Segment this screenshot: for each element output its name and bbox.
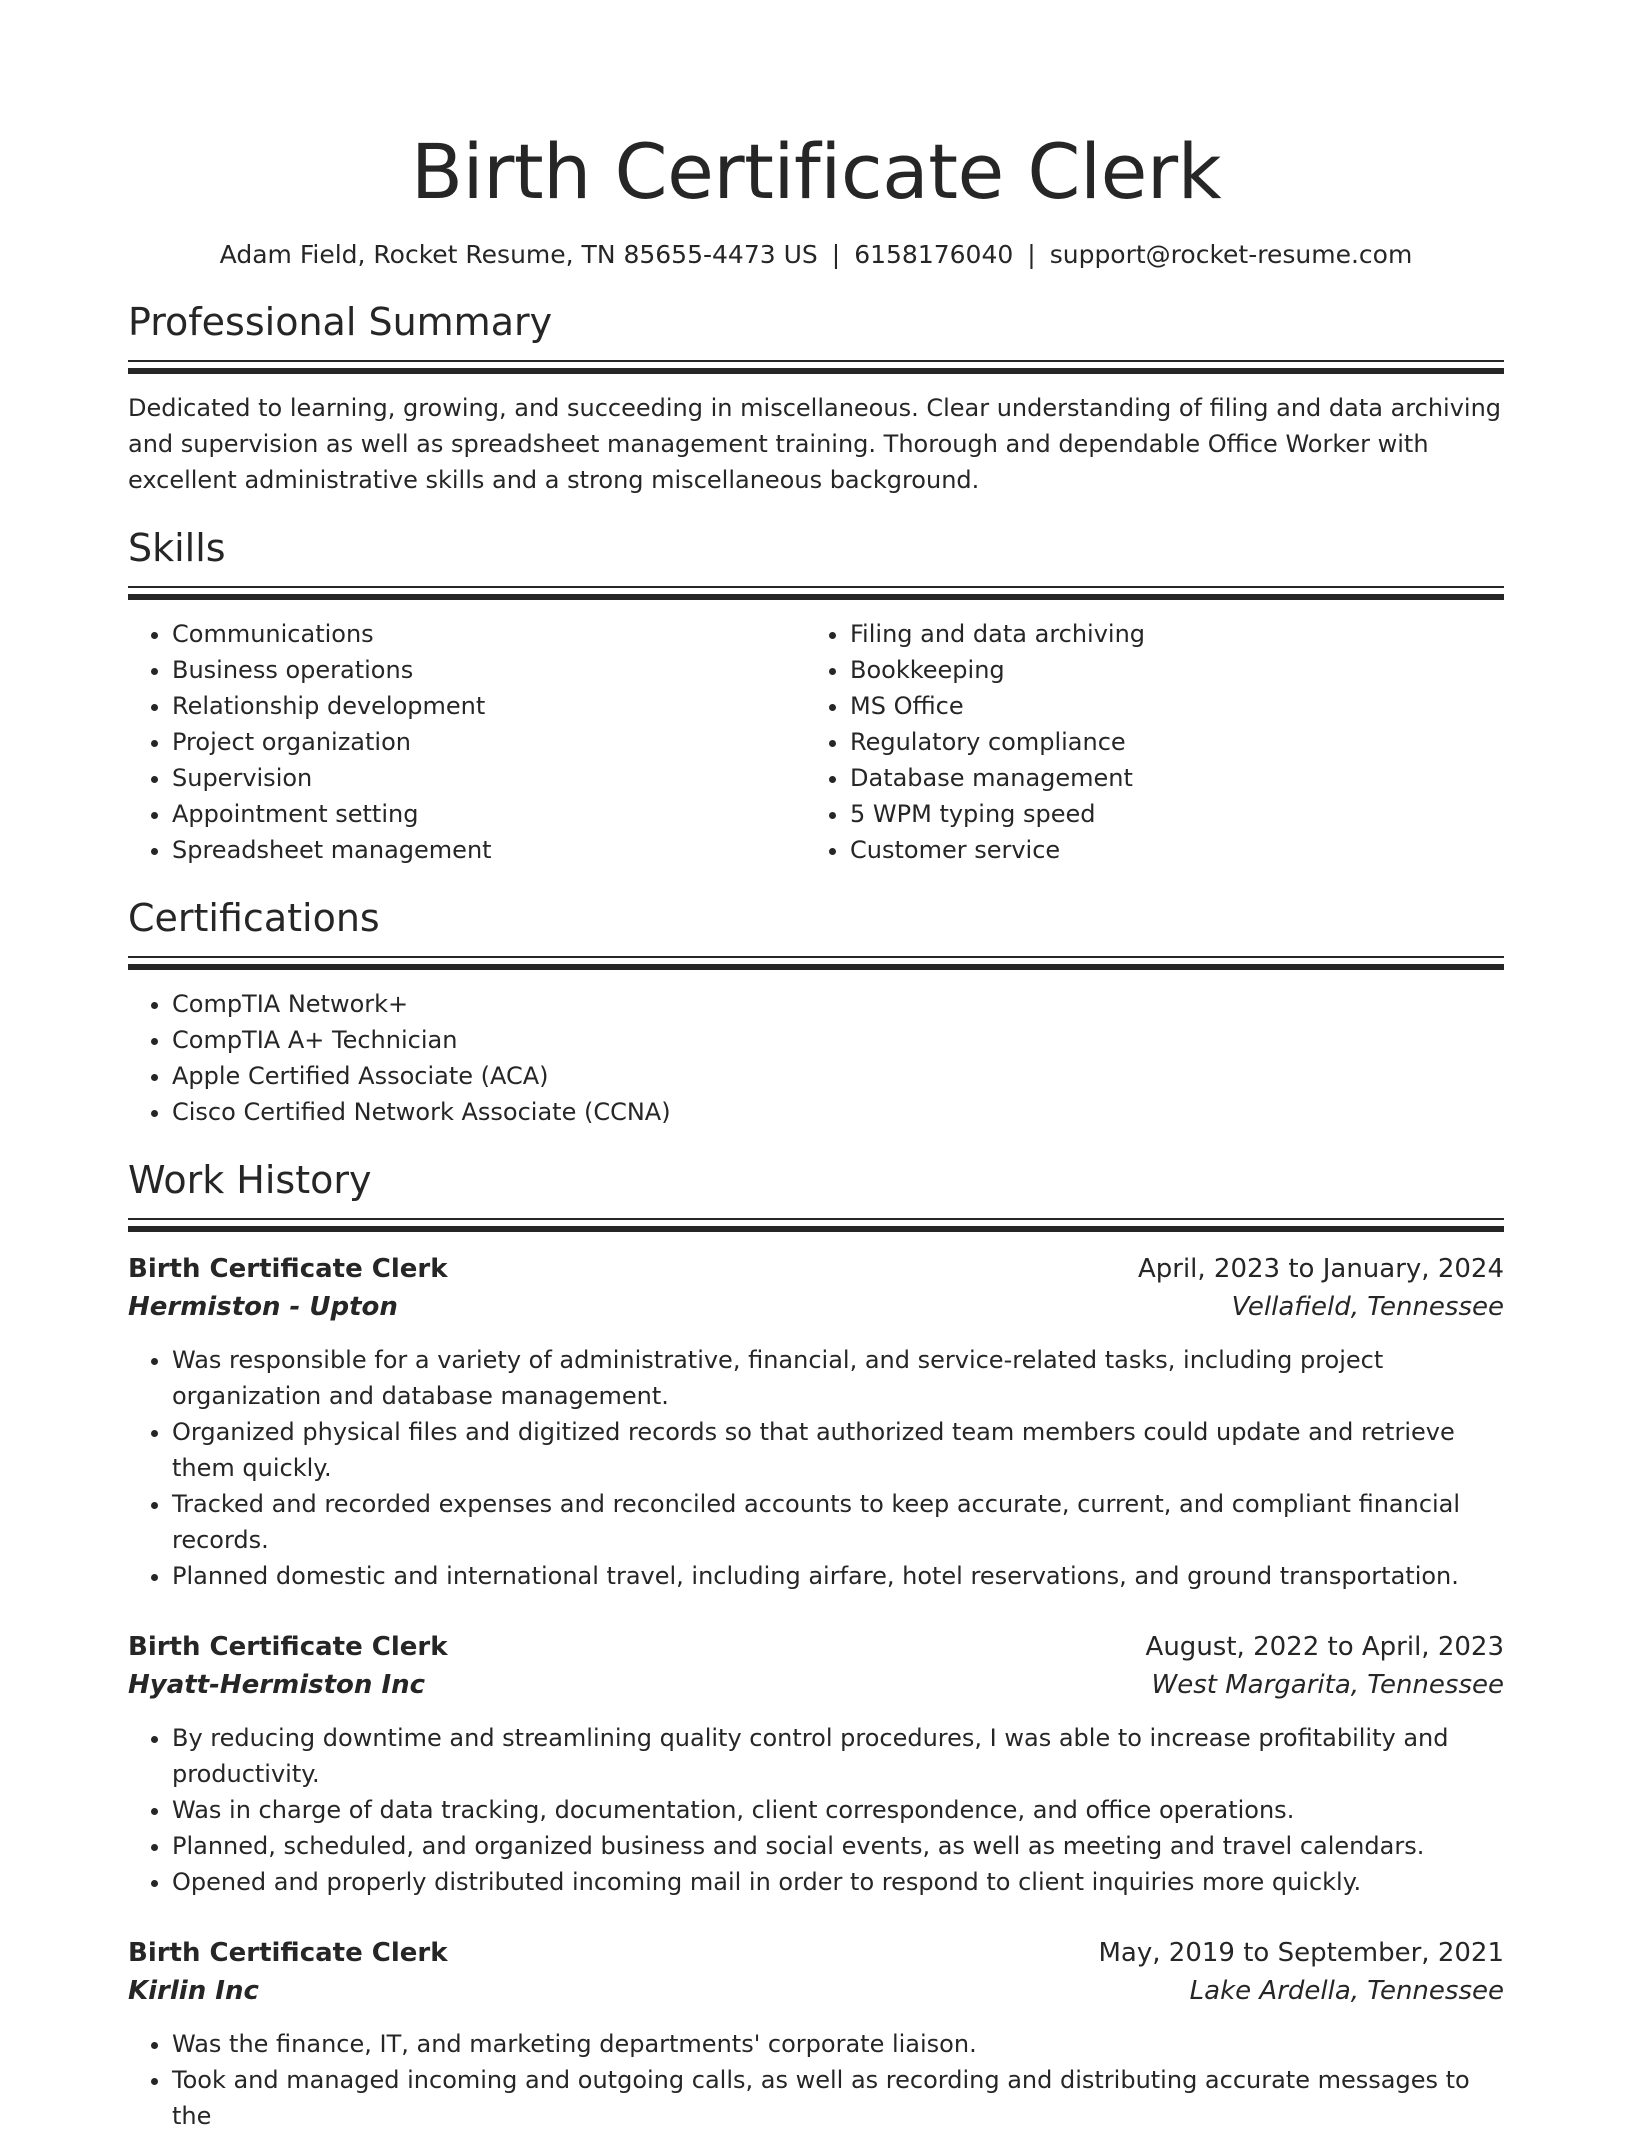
section-divider (128, 360, 1504, 362)
certification-item: • Apple Certified Associate (ACA) (172, 1058, 1504, 1094)
contact-line (128, 238, 1504, 272)
job-bullet: • Planned domestic and international travel, including airfare, hotel reservations, and ground transportation. (172, 1558, 1504, 1594)
job-dates: August, 2022 to April, 2023 (1145, 1632, 1504, 1662)
skill-item: • Filing and data archiving (850, 616, 1484, 652)
skills-column-right (806, 616, 1484, 868)
job-bullets (128, 1720, 1504, 1900)
certification-item: • Cisco Certified Network Associate (CCNA) (172, 1094, 1504, 1130)
skill-item: • MS Office (850, 688, 1484, 724)
contact-address: Adam Field, Rocket Resume, TN 85655-4473 US (219, 240, 818, 269)
certification-item: • CompTIA A+ Technician (172, 1022, 1504, 1058)
job-company: Hermiston - Upton (128, 1292, 398, 1322)
job-title: Birth Certificate Clerk (128, 1254, 448, 1284)
summary-text: Dedicated to learning, growing, and succeeding in miscellaneous. Clear understanding of filing and data archiving and supervision as well as spreadsheet management training. Thorough and dependable Office Worker with excellent administrative skills and a strong miscellaneous background. (128, 394, 1502, 494)
job-bullet: • Planned, scheduled, and organized business and social events, as well as meeting and travel calendars. (172, 1828, 1504, 1864)
section-title-work-history: Work History (128, 1158, 372, 1202)
skill-item: • Business operations (172, 652, 806, 688)
section-divider-thick (128, 368, 1504, 374)
job-bullets (128, 2026, 1504, 2134)
certifications-list (128, 986, 1504, 1130)
job-location: Lake Ardella, Tennessee (1189, 1976, 1504, 2006)
skills-columns (128, 616, 1504, 868)
resume-page (128, 0, 1504, 2134)
job-bullet: • Took and managed incoming and outgoing calls, as well as recording and distributing accurate messages to the (172, 2062, 1504, 2134)
section-title-skills: Skills (128, 526, 226, 570)
skills-column-left (128, 616, 806, 868)
skill-item: • Supervision (172, 760, 806, 796)
contact-phone: 6158176040 (854, 240, 1014, 269)
contact-separator: | (831, 240, 841, 269)
certification-item: • CompTIA Network+ (172, 986, 1504, 1022)
skill-item: • 5 WPM typing speed (850, 796, 1484, 832)
job-dates: April, 2023 to January, 2024 (1137, 1254, 1504, 1284)
skill-item: • Database management (850, 760, 1484, 796)
skill-item: • Regulatory compliance (850, 724, 1484, 760)
job-title: Birth Certificate Clerk (128, 1938, 448, 1968)
job-bullet: • Was responsible for a variety of administrative, financial, and service-related tasks, including project organization and database management. (172, 1342, 1504, 1414)
section-divider-thick (128, 594, 1504, 600)
work-history-section (128, 1156, 1504, 2134)
job-entry (128, 1934, 1504, 2134)
job-header (128, 1934, 1504, 1972)
certifications-section (128, 894, 1504, 1130)
section-divider (128, 586, 1504, 588)
job-entry (128, 1250, 1504, 1594)
job-location: West Margarita, Tennessee (1151, 1670, 1504, 1700)
skills-section (128, 524, 1504, 868)
job-title: Birth Certificate Clerk (128, 1632, 448, 1662)
section-divider-thick (128, 964, 1504, 970)
job-header (128, 1628, 1504, 1666)
skill-item: • Relationship development (172, 688, 806, 724)
job-location: Vellafield, Tennessee (1231, 1292, 1504, 1322)
job-subheader (128, 1666, 1504, 1704)
section-divider (128, 1218, 1504, 1220)
skill-item: • Project organization (172, 724, 806, 760)
contact-email: support@rocket-resume.com (1049, 240, 1413, 269)
job-company: Hyatt-Hermiston Inc (128, 1670, 426, 1700)
job-subheader (128, 1972, 1504, 2010)
summary-section (128, 298, 1504, 498)
skill-item: • Communications (172, 616, 806, 652)
section-divider (128, 956, 1504, 958)
job-company: Kirlin Inc (128, 1976, 259, 2006)
skill-item: • Spreadsheet management (172, 832, 806, 868)
skills-list-left (128, 616, 806, 868)
section-title-certifications: Certifications (128, 896, 380, 940)
skills-list-right (806, 616, 1484, 868)
job-bullet: • Was in charge of data tracking, documentation, client correspondence, and office operations. (172, 1792, 1504, 1828)
contact-separator: | (1027, 240, 1036, 269)
section-divider-thick (128, 1226, 1504, 1232)
job-dates: May, 2019 to September, 2021 (1098, 1938, 1504, 1968)
job-header (128, 1250, 1504, 1288)
job-bullets (128, 1342, 1504, 1594)
skill-item: • Bookkeeping (850, 652, 1484, 688)
skill-item: • Appointment setting (172, 796, 806, 832)
job-subheader (128, 1288, 1504, 1326)
job-bullet: • Was the finance, IT, and marketing departments' corporate liaison. (172, 2026, 1504, 2062)
section-title-summary: Professional Summary (128, 300, 553, 344)
job-bullet: • Opened and properly distributed incoming mail in order to respond to client inquiries more quickly. (172, 1864, 1504, 1900)
job-entry (128, 1628, 1504, 1900)
job-bullet: • Organized physical files and digitized records so that authorized team members could update and retrieve them quickly. (172, 1414, 1504, 1486)
job-bullet: • By reducing downtime and streamlining quality control procedures, I was able to increase profitability and productivity. (172, 1720, 1504, 1792)
job-bullet: • Tracked and recorded expenses and reconciled accounts to keep accurate, current, and compliant financial records. (172, 1486, 1504, 1558)
skill-item: • Customer service (850, 832, 1484, 868)
resume-name: Birth Certificate Clerk (410, 127, 1222, 216)
